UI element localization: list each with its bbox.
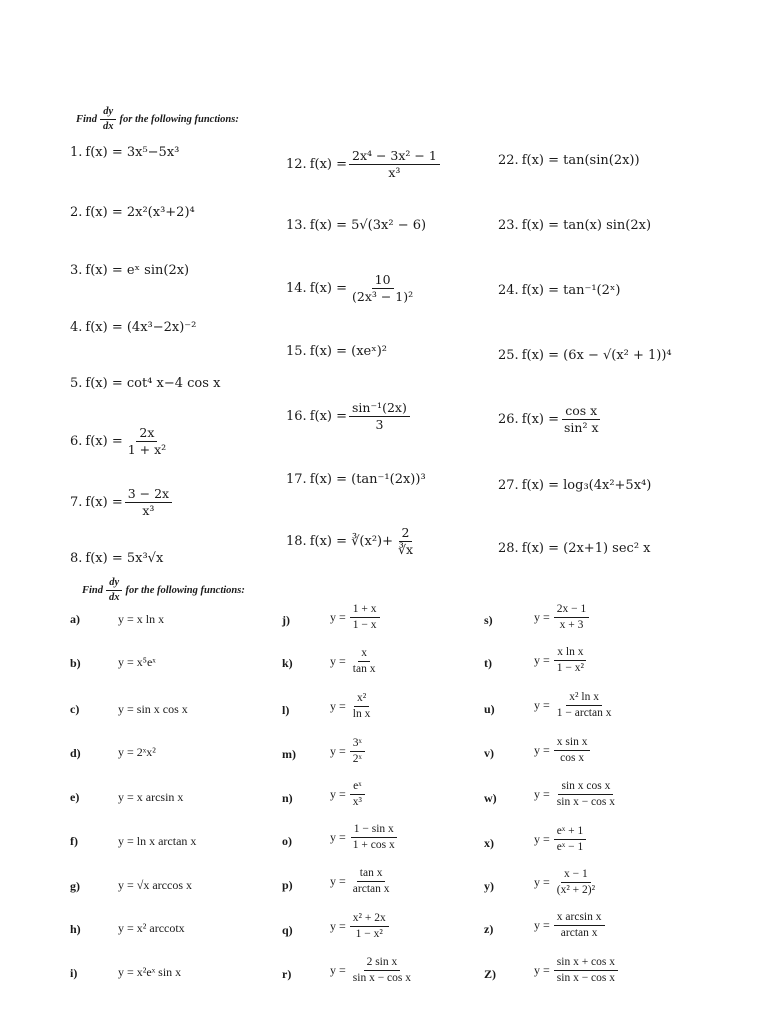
problem-formula-prefix: f(x) = bbox=[521, 412, 559, 428]
fraction-denominator: 1 − x bbox=[352, 619, 377, 632]
fraction-numerator: sin x + cos x bbox=[554, 956, 618, 971]
problem-formula: f(x) = tan(x) sin(2x) bbox=[521, 218, 652, 233]
problem-fraction bbox=[350, 867, 393, 896]
formula-text: y = x²eˣ sin x bbox=[118, 965, 182, 979]
fraction-denominator: sin² x bbox=[564, 420, 599, 436]
problem-fraction bbox=[350, 647, 379, 676]
problem-formula bbox=[118, 655, 156, 670]
fraction-numerator: 3ˣ bbox=[350, 737, 365, 752]
fraction-numerator: sin x cos x bbox=[558, 780, 613, 795]
problem-number: 4. bbox=[70, 320, 83, 335]
problem-label: y) bbox=[484, 879, 494, 893]
problem-formula bbox=[534, 780, 620, 809]
problem-formula bbox=[118, 834, 196, 849]
problem-number: 17. bbox=[286, 472, 307, 487]
problem-number: 2. bbox=[70, 205, 83, 220]
problem-label: f) bbox=[70, 834, 78, 848]
problem-fraction bbox=[350, 780, 365, 809]
problem-18 bbox=[286, 526, 418, 558]
problem-12 bbox=[286, 149, 442, 181]
fraction-numerator: x² + 2x bbox=[350, 912, 389, 927]
fraction-numerator: dy bbox=[100, 106, 116, 120]
formula-text: y = x² arccotx bbox=[118, 921, 185, 935]
problem-1 bbox=[70, 145, 179, 160]
formula-text: y = x arcsin x bbox=[118, 790, 184, 804]
formula-prefix: y = bbox=[330, 654, 346, 669]
problem-label: p) bbox=[282, 878, 293, 892]
problem-number: 26. bbox=[498, 412, 519, 428]
problem-23 bbox=[498, 218, 651, 233]
problem-formula bbox=[330, 823, 400, 852]
problem-25 bbox=[498, 348, 672, 363]
problem-label: c) bbox=[70, 702, 80, 716]
derivative-fraction bbox=[100, 106, 117, 133]
fraction-denominator: x + 3 bbox=[559, 619, 584, 632]
formula-text: y = sin x cos x bbox=[118, 702, 188, 716]
fraction-numerator: 1 − sin x bbox=[351, 823, 397, 838]
problem-formula: f(x) = 5√(3x² − 6) bbox=[309, 218, 427, 233]
problem-formula bbox=[534, 736, 592, 765]
fraction-numerator: eˣ bbox=[350, 780, 364, 795]
problem-formula bbox=[118, 612, 164, 627]
formula-prefix: y = bbox=[534, 787, 550, 802]
problem-number: 16. bbox=[286, 409, 307, 425]
problem-2 bbox=[70, 205, 195, 220]
problem-fraction bbox=[395, 526, 416, 558]
problem-4 bbox=[70, 320, 196, 335]
formula-text: y = √x arccos x bbox=[118, 878, 192, 892]
formula-text: y = x ln x bbox=[118, 612, 165, 626]
problem-fraction bbox=[554, 736, 591, 765]
problem-8 bbox=[70, 551, 163, 566]
problem-label: t) bbox=[484, 656, 492, 670]
problem-label: d) bbox=[70, 746, 81, 760]
problem-label: l) bbox=[282, 703, 290, 717]
fraction-denominator: cos x bbox=[560, 752, 585, 765]
problem-3 bbox=[70, 263, 189, 278]
problem-number: 8. bbox=[70, 551, 83, 566]
problem-formula bbox=[118, 745, 156, 760]
problem-formula bbox=[330, 647, 380, 676]
fraction-numerator: x arcsin x bbox=[554, 911, 605, 926]
formula-prefix: y = bbox=[534, 743, 550, 758]
problem-fraction bbox=[561, 404, 602, 436]
problem-formula bbox=[118, 921, 185, 936]
fraction-denominator: arctan x bbox=[352, 883, 390, 896]
fraction-denominator: x³ bbox=[352, 796, 362, 809]
problem-fraction bbox=[350, 823, 398, 852]
fraction-numerator: x ln x bbox=[554, 646, 586, 661]
problem-formula bbox=[330, 692, 375, 721]
fraction-numerator: tan x bbox=[357, 867, 386, 882]
heading-suffix: for the following functions: bbox=[125, 585, 245, 597]
problem-label: g) bbox=[70, 879, 80, 893]
fraction-denominator: 1 − arctan x bbox=[556, 707, 612, 720]
problem-fraction bbox=[554, 691, 615, 720]
formula-prefix: y = bbox=[534, 832, 550, 847]
formula-text: y = 2ˣx² bbox=[118, 745, 156, 759]
problem-label: h) bbox=[70, 922, 81, 936]
problem-formula: f(x) = (4x³−2x)⁻² bbox=[85, 320, 197, 335]
problem-label: Z) bbox=[484, 967, 496, 981]
problem-label: x) bbox=[484, 836, 494, 850]
problem-number: 5. bbox=[70, 376, 83, 391]
section1-heading bbox=[76, 106, 239, 133]
problem-label: z) bbox=[484, 922, 494, 936]
problem-28 bbox=[498, 541, 651, 556]
formula-prefix: y = bbox=[534, 875, 550, 890]
problem-label: w) bbox=[484, 791, 497, 805]
fraction-numerator: 2x bbox=[136, 426, 157, 442]
problem-number: 23. bbox=[498, 218, 519, 233]
problem-formula bbox=[534, 911, 607, 940]
fraction-denominator: 1 + x² bbox=[127, 442, 167, 458]
problem-formula-prefix: f(x) = ∛(x²)+ bbox=[309, 534, 393, 550]
problem-formula: f(x) = log₃(4x²+5x⁴) bbox=[521, 478, 652, 493]
problem-number: 27. bbox=[498, 478, 519, 493]
problem-formula bbox=[330, 956, 416, 985]
problem-number: 6. bbox=[70, 434, 83, 450]
problem-fraction bbox=[349, 401, 410, 433]
problem-formula bbox=[330, 737, 367, 766]
problem-27 bbox=[498, 478, 651, 493]
problem-5 bbox=[70, 376, 220, 391]
problem-formula bbox=[534, 691, 616, 720]
formula-prefix: y = bbox=[330, 830, 346, 845]
problem-formula bbox=[534, 603, 591, 632]
problem-label: k) bbox=[282, 656, 293, 670]
problem-number: 3. bbox=[70, 263, 83, 278]
problem-fraction bbox=[554, 956, 618, 985]
fraction-numerator: x² bbox=[354, 692, 369, 707]
problem-label: r) bbox=[282, 967, 292, 981]
fraction-numerator: eˣ + 1 bbox=[554, 825, 586, 840]
problem-fraction bbox=[554, 868, 598, 897]
fraction-denominator: arctan x bbox=[560, 927, 598, 940]
problem-formula bbox=[534, 956, 620, 985]
fraction-denominator: x³ bbox=[142, 503, 155, 519]
problem-formula: f(x) = 2x²(x³+2)⁴ bbox=[85, 205, 195, 220]
problem-fraction bbox=[350, 737, 365, 766]
problem-formula-prefix: f(x) = bbox=[309, 281, 347, 297]
problem-number: 25. bbox=[498, 348, 519, 363]
problem-16 bbox=[286, 401, 412, 433]
fraction-denominator: (2x³ − 1)² bbox=[352, 289, 414, 305]
formula-prefix: y = bbox=[534, 653, 550, 668]
problem-formula bbox=[118, 790, 183, 805]
problem-14 bbox=[286, 273, 418, 305]
problem-22 bbox=[498, 153, 640, 168]
fraction-numerator: sin⁻¹(2x) bbox=[349, 401, 410, 417]
problem-formula bbox=[330, 867, 395, 896]
heading-prefix: Find bbox=[82, 585, 104, 597]
formula-prefix: y = bbox=[330, 963, 346, 978]
problem-13 bbox=[286, 218, 426, 233]
fraction-numerator: dy bbox=[106, 577, 122, 591]
problem-fraction bbox=[554, 780, 618, 809]
fraction-denominator: dx bbox=[103, 121, 114, 133]
problem-number: 18. bbox=[286, 534, 307, 550]
problem-formula bbox=[534, 868, 600, 897]
problem-label: q) bbox=[282, 923, 293, 937]
fraction-numerator: x − 1 bbox=[561, 868, 591, 883]
fraction-denominator: sin x − cos x bbox=[556, 972, 616, 985]
fraction-numerator: 2 sin x bbox=[364, 956, 401, 971]
problem-26 bbox=[498, 404, 604, 436]
problem-7 bbox=[70, 487, 174, 519]
fraction-numerator: 2x − 1 bbox=[554, 603, 590, 618]
problem-fraction bbox=[350, 603, 380, 632]
fraction-denominator: dx bbox=[109, 592, 120, 604]
problem-formula: f(x) = (2x+1) sec² x bbox=[521, 541, 651, 556]
problem-number: 24. bbox=[498, 283, 519, 298]
problem-formula: f(x) = tan(sin(2x)) bbox=[521, 153, 640, 168]
problem-label: s) bbox=[484, 613, 493, 627]
formula-prefix: y = bbox=[534, 963, 550, 978]
problem-number: 28. bbox=[498, 541, 519, 556]
problem-label: a) bbox=[70, 612, 80, 626]
problem-number: 12. bbox=[286, 157, 307, 173]
problem-formula: f(x) = (6x − √(x² + 1))⁴ bbox=[521, 348, 672, 363]
problem-label: i) bbox=[70, 966, 78, 980]
formula-prefix: y = bbox=[330, 787, 346, 802]
problem-formula bbox=[118, 702, 188, 717]
fraction-denominator: 2ˣ bbox=[352, 753, 362, 766]
problem-formula bbox=[330, 603, 382, 632]
problem-formula: f(x) = eˣ sin(2x) bbox=[85, 263, 190, 278]
fraction-numerator: 1 + x bbox=[350, 603, 380, 618]
problem-fraction bbox=[350, 692, 374, 721]
problem-formula: f(x) = (xeˣ)² bbox=[309, 344, 388, 359]
problem-fraction bbox=[349, 149, 440, 181]
fraction-numerator: cos x bbox=[562, 404, 600, 420]
fraction-denominator: 1 − x² bbox=[355, 928, 383, 941]
formula-prefix: y = bbox=[330, 874, 346, 889]
fraction-denominator: sin x − cos x bbox=[556, 796, 616, 809]
problem-formula bbox=[118, 965, 181, 980]
heading-suffix: for the following functions: bbox=[119, 114, 239, 126]
formula-prefix: y = bbox=[534, 610, 550, 625]
problem-24 bbox=[498, 283, 620, 298]
fraction-denominator: ∛x bbox=[398, 542, 414, 558]
formula-prefix: y = bbox=[534, 698, 550, 713]
formula-prefix: y = bbox=[330, 610, 346, 625]
problem-formula bbox=[534, 646, 589, 675]
problem-formula: f(x) = 3x⁵−5x³ bbox=[85, 145, 180, 160]
formula-text: y = ln x arctan x bbox=[118, 834, 197, 848]
section2-heading bbox=[82, 577, 245, 604]
problem-label: u) bbox=[484, 702, 495, 716]
fraction-numerator: x sin x bbox=[554, 736, 591, 751]
fraction-denominator: 3 bbox=[375, 417, 384, 433]
problem-label: e) bbox=[70, 790, 80, 804]
problem-fraction bbox=[350, 956, 414, 985]
problem-formula bbox=[534, 825, 588, 854]
problem-number: 1. bbox=[70, 145, 83, 160]
fraction-denominator: x³ bbox=[388, 165, 401, 181]
problem-formula: f(x) = 5x³√x bbox=[85, 551, 164, 566]
problem-formula-prefix: f(x) = bbox=[309, 157, 347, 173]
problem-label: j) bbox=[282, 613, 290, 627]
fraction-numerator: 2 bbox=[399, 526, 413, 542]
problem-fraction bbox=[554, 646, 587, 675]
problem-17 bbox=[286, 472, 426, 487]
problem-fraction bbox=[349, 273, 416, 305]
problem-formula bbox=[330, 912, 391, 941]
fraction-numerator: 2x⁴ − 3x² − 1 bbox=[349, 149, 440, 165]
problem-formula-prefix: f(x) = bbox=[85, 495, 123, 511]
problem-formula bbox=[330, 780, 367, 809]
problem-15 bbox=[286, 344, 387, 359]
problem-number: 14. bbox=[286, 281, 307, 297]
formula-prefix: y = bbox=[330, 744, 346, 759]
problem-label: v) bbox=[484, 746, 494, 760]
problem-fraction bbox=[350, 912, 389, 941]
problem-number: 15. bbox=[286, 344, 307, 359]
formula-prefix: y = bbox=[534, 918, 550, 933]
heading-prefix: Find bbox=[76, 114, 98, 126]
problem-formula bbox=[118, 878, 192, 893]
problem-number: 13. bbox=[286, 218, 307, 233]
problem-formula-prefix: f(x) = bbox=[85, 434, 123, 450]
problem-formula: f(x) = (tan⁻¹(2x))³ bbox=[309, 472, 426, 487]
fraction-denominator: 1 − x² bbox=[556, 662, 584, 675]
fraction-numerator: x² ln x bbox=[566, 691, 602, 706]
problem-label: m) bbox=[282, 747, 296, 761]
formula-prefix: y = bbox=[330, 919, 346, 934]
problem-fraction bbox=[125, 426, 169, 458]
problem-label: o) bbox=[282, 834, 292, 848]
problem-fraction bbox=[554, 911, 605, 940]
problem-number: 7. bbox=[70, 495, 83, 511]
fraction-denominator: ln x bbox=[352, 708, 371, 721]
fraction-denominator: tan x bbox=[352, 663, 376, 676]
fraction-denominator: 1 + cos x bbox=[352, 839, 395, 852]
formula-text: y = x⁵eˣ bbox=[118, 655, 156, 669]
problem-label: n) bbox=[282, 791, 293, 805]
fraction-numerator: x bbox=[358, 647, 370, 662]
fraction-numerator: 10 bbox=[372, 273, 394, 289]
problem-number: 22. bbox=[498, 153, 519, 168]
fraction-denominator: eˣ − 1 bbox=[556, 841, 584, 854]
fraction-denominator: (x² + 2)² bbox=[556, 884, 596, 897]
fraction-denominator: sin x − cos x bbox=[352, 972, 412, 985]
problem-fraction bbox=[554, 825, 586, 854]
fraction-numerator: 3 − 2x bbox=[125, 487, 172, 503]
problem-fraction bbox=[125, 487, 172, 519]
derivative-fraction bbox=[106, 577, 123, 604]
problem-label: b) bbox=[70, 656, 81, 670]
problem-formula: f(x) = cot⁴ x−4 cos x bbox=[85, 376, 221, 391]
problem-formula-prefix: f(x) = bbox=[309, 409, 347, 425]
problem-formula: f(x) = tan⁻¹(2ˣ) bbox=[521, 283, 621, 298]
problem-6 bbox=[70, 426, 171, 458]
problem-fraction bbox=[554, 603, 590, 632]
formula-prefix: y = bbox=[330, 699, 346, 714]
